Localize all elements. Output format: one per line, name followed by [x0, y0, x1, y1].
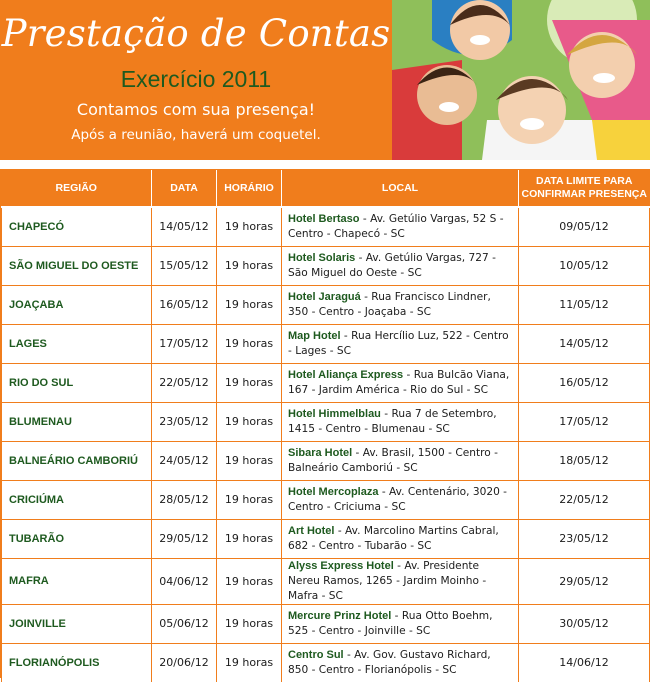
cell-local-hotel: Mercure Prinz Hotel [288, 609, 392, 622]
cell-local-endereco: - Av. Brasil, 1500 - Centro - Balneário Camboriú - SC [288, 446, 498, 474]
cell-data: 04/06/12 [152, 558, 217, 604]
header-local: LOCAL [282, 170, 519, 207]
cell-local-endereco: - Rua 7 de Setembro, 1415 - Centro - Blumenau - SC [288, 407, 497, 435]
cell-data: 29/05/12 [152, 519, 217, 558]
cell-data-limite: 29/05/12 [519, 558, 650, 604]
cell-local-endereco: - Av. Presidente Nereu Ramos, 1265 - Jardim Moinho - Mafra - SC [288, 559, 487, 602]
cell-horario: 19 horas [217, 643, 282, 682]
cell-local-hotel: Centro Sul [288, 648, 344, 661]
banner-invitation: Contamos com sua presença! [76, 100, 316, 119]
cell-local-hotel: Map Hotel [288, 329, 341, 342]
children-photo [392, 0, 650, 160]
cell-data: 15/05/12 [152, 246, 217, 285]
cell-horario: 19 horas [217, 207, 282, 246]
events-table [1, 170, 650, 682]
cell-local [282, 207, 519, 246]
cell-horario: 19 horas [217, 441, 282, 480]
cell-local [282, 363, 519, 402]
table-row [2, 558, 650, 604]
table-row [2, 441, 650, 480]
cell-local [282, 643, 519, 682]
cell-local-endereco: - Av. Gov. Gustavo Richard, 850 - Centro - Florianópolis - SC [288, 648, 491, 676]
events-table-container [0, 169, 650, 678]
cell-regiao: CRICIÚMA [2, 480, 152, 519]
children-photo-illustration [392, 0, 650, 160]
cell-local [282, 519, 519, 558]
table-row [2, 285, 650, 324]
cell-regiao: MAFRA [2, 558, 152, 604]
cell-local [282, 480, 519, 519]
header-banner [0, 0, 650, 160]
cell-data-limite: 22/05/12 [519, 480, 650, 519]
cell-regiao: TUBARÃO [2, 519, 152, 558]
table-header-row [2, 170, 650, 207]
table-row [2, 643, 650, 682]
cell-local-endereco: - Av. Centenário, 3020 - Centro - Criciuma - SC [288, 485, 508, 513]
cell-regiao: JOAÇABA [2, 285, 152, 324]
cell-horario: 19 horas [217, 558, 282, 604]
cell-regiao: CHAPECÓ [2, 207, 152, 246]
cell-local-endereco: - Rua Hercílio Luz, 522 - Centro - Lages - SC [288, 329, 509, 357]
table-row [2, 324, 650, 363]
cell-local-hotel: Hotel Himmelblau [288, 407, 381, 420]
cell-regiao: FLORIANÓPOLIS [2, 643, 152, 682]
cell-local [282, 285, 519, 324]
cell-horario: 19 horas [217, 363, 282, 402]
cell-regiao: LAGES [2, 324, 152, 363]
table-row [2, 207, 650, 246]
cell-local-hotel: Art Hotel [288, 524, 335, 537]
cell-local-hotel: Alyss Express Hotel [288, 559, 394, 572]
table-row [2, 480, 650, 519]
cell-local [282, 402, 519, 441]
header-data-limite [519, 170, 650, 207]
cell-data: 23/05/12 [152, 402, 217, 441]
banner-title: Prestação de Contas [1, 12, 391, 55]
cell-regiao: RIO DO SUL [2, 363, 152, 402]
cell-data-limite: 14/05/12 [519, 324, 650, 363]
cell-local-endereco: - Av. Marcolino Martins Cabral, 682 - Centro - Tubarão - SC [288, 524, 499, 552]
cell-data-limite: 17/05/12 [519, 402, 650, 441]
cell-regiao: SÃO MIGUEL DO OESTE [2, 246, 152, 285]
cell-data-limite: 18/05/12 [519, 441, 650, 480]
table-row [2, 519, 650, 558]
header-regiao: REGIÃO [2, 170, 152, 207]
cell-local [282, 246, 519, 285]
cell-data: 28/05/12 [152, 480, 217, 519]
table-row [2, 246, 650, 285]
cell-regiao: BLUMENAU [2, 402, 152, 441]
cell-horario: 19 horas [217, 480, 282, 519]
header-horario: HORÁRIO [217, 170, 282, 207]
cell-local [282, 324, 519, 363]
cell-local-hotel: Hotel Solaris [288, 251, 356, 264]
cell-data-limite: 23/05/12 [519, 519, 650, 558]
cell-data: 22/05/12 [152, 363, 217, 402]
cell-local [282, 604, 519, 643]
cell-data: 20/06/12 [152, 643, 217, 682]
cell-data-limite: 09/05/12 [519, 207, 650, 246]
table-row [2, 363, 650, 402]
cell-local-hotel: Sibara Hotel [288, 446, 353, 459]
cell-horario: 19 horas [217, 285, 282, 324]
cell-horario: 19 horas [217, 519, 282, 558]
cell-data-limite: 30/05/12 [519, 604, 650, 643]
cell-local-hotel: Hotel Bertaso [288, 212, 360, 225]
cell-data-limite: 16/05/12 [519, 363, 650, 402]
cell-data-limite: 10/05/12 [519, 246, 650, 285]
cell-horario: 19 horas [217, 402, 282, 441]
cell-local-hotel: Hotel Aliança Express [288, 368, 404, 381]
header-data: DATA [152, 170, 217, 207]
cell-data-limite: 11/05/12 [519, 285, 650, 324]
header-data-limite-line2: CONFIRMAR PRESENÇA [521, 188, 647, 200]
cell-local [282, 441, 519, 480]
cell-horario: 19 horas [217, 246, 282, 285]
cell-data: 16/05/12 [152, 285, 217, 324]
cell-local-hotel: Hotel Jaraguá [288, 290, 361, 303]
cell-data: 14/05/12 [152, 207, 217, 246]
cell-local-endereco: - Rua Francisco Lindner, 350 - Centro - Joaçaba - SC [288, 290, 491, 318]
cell-horario: 19 horas [217, 324, 282, 363]
cell-data: 05/06/12 [152, 604, 217, 643]
cell-data: 24/05/12 [152, 441, 217, 480]
cell-local-endereco: - Av. Getúlio Vargas, 52 S - Centro - Chapecó - SC [288, 212, 504, 240]
cell-local [282, 558, 519, 604]
table-row [2, 402, 650, 441]
header-data-limite-line1: DATA LIMITE PARA [536, 175, 633, 187]
banner-cocktail-note: Após a reunião, haverá um coquetel. [71, 127, 321, 143]
cell-regiao: JOINVILLE [2, 604, 152, 643]
cell-local-endereco: - Av. Getúlio Vargas, 727 - São Miguel do Oeste - SC [288, 251, 496, 279]
cell-regiao: BALNEÁRIO CAMBORIÚ [2, 441, 152, 480]
cell-local-endereco: - Rua Otto Boehm, 525 - Centro - Joinville - SC [288, 609, 493, 637]
cell-horario: 19 horas [217, 604, 282, 643]
table-row [2, 604, 650, 643]
cell-data-limite: 14/06/12 [519, 643, 650, 682]
cell-data: 17/05/12 [152, 324, 217, 363]
cell-local-hotel: Hotel Mercoplaza [288, 485, 379, 498]
cell-local-endereco: - Rua Bulcão Viana, 167 - Jardim América - Rio do Sul - SC [288, 368, 510, 396]
banner-year: Exercício 2011 [120, 66, 272, 92]
